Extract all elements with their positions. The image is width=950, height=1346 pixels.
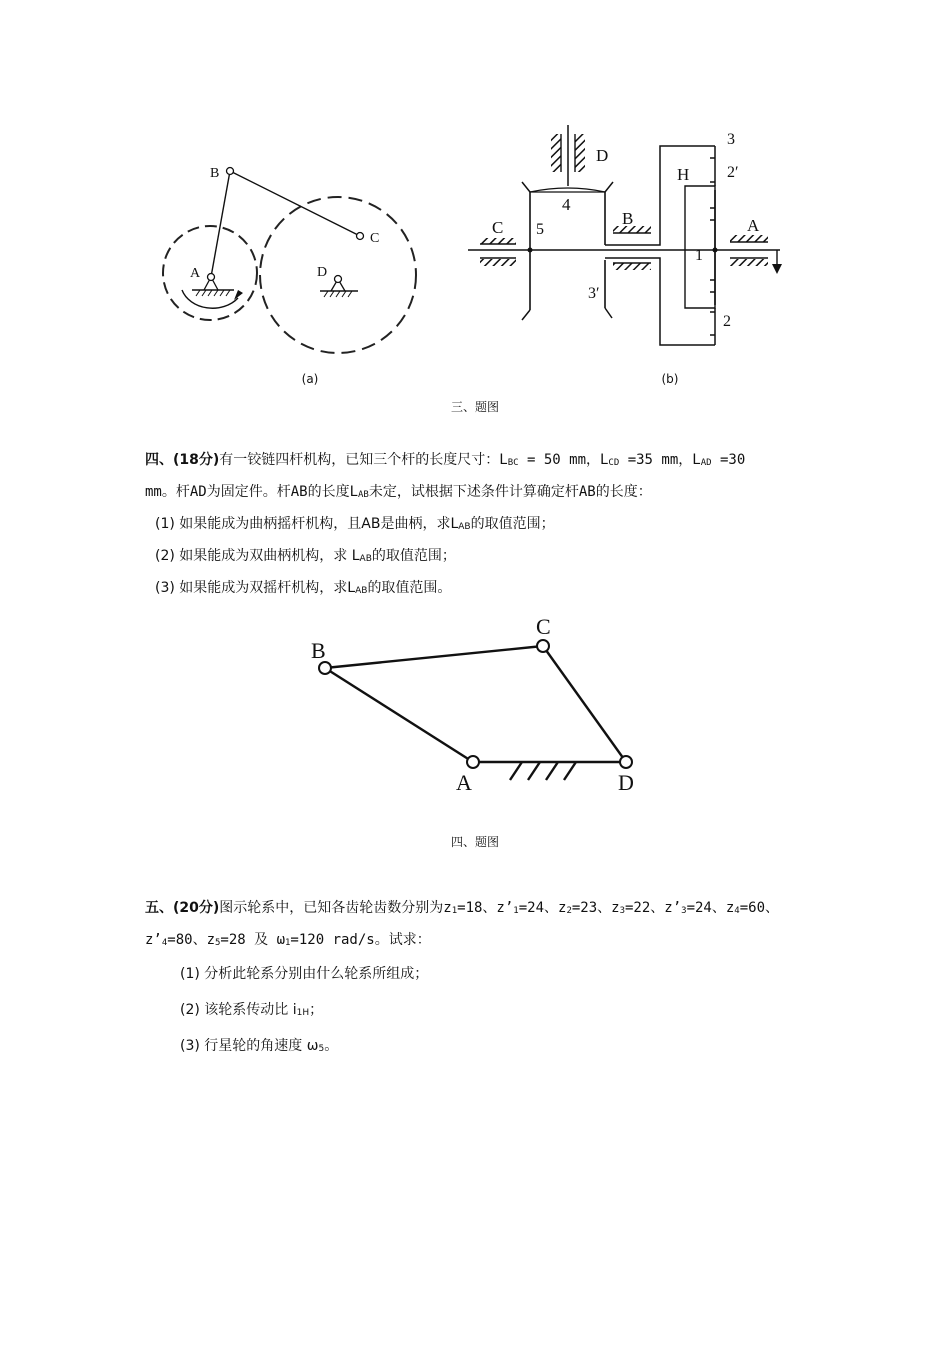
label-h: H (677, 165, 690, 184)
problem4-line2: mm。杆AD为固定件。杆AB的长度$L_{AB}$未定，试根据下述条件计算确定杆AB的长度： (145, 484, 652, 500)
joint-c (357, 233, 364, 240)
label-d: D (317, 265, 328, 280)
label-a: A (747, 216, 760, 235)
figure-4-caption: 四、题图 (450, 835, 499, 849)
label-gear3p: 3′ (588, 285, 600, 302)
label-c: C (370, 231, 380, 246)
problem5-line2: $z’_4=80$、$z_5=28$ 及 $\omega_1=120$ rad/s。试求： (145, 932, 431, 948)
problem4-q1: (1) 如果能成为曲柄摇杆机构，且AB是曲柄，求$L_{AB}$的取值范围； (155, 516, 555, 532)
figure-3b-label: (b) (661, 372, 679, 386)
label-b: B (622, 209, 634, 228)
label-a: A (456, 770, 472, 795)
problem5-q1: (1) 分析此轮系分别由什么轮系所组成； (180, 966, 429, 982)
label-gear2p: 2′ (727, 164, 739, 181)
label-c: C (536, 614, 551, 639)
figure-3b (460, 120, 790, 355)
label-c: C (492, 218, 504, 237)
label-a: A (190, 266, 201, 281)
label-gear4: 4 (562, 195, 571, 214)
problem4-line1: 四、(18分)有一铰链四杆机构，已知三个杆的长度尺寸：$L_{BC} = 50$ mm，$L_{CD} =35$ mm，$L_{AD} =30$ (145, 452, 746, 468)
joint-a (467, 756, 479, 768)
problem5-q2: (2) 该轮系传动比 $i_{1H}$； (180, 1002, 324, 1018)
label-b: B (311, 638, 326, 663)
problem4-heading: 四、(18分) (145, 452, 220, 468)
label-b: B (210, 166, 220, 181)
problem4-q2: (2) 如果能成为双曲柄机构，求 $L_{AB}$的取值范围； (155, 548, 456, 564)
joint-b (319, 662, 331, 674)
problem5-heading: 五、(20分) (145, 900, 220, 916)
link-cd (543, 646, 626, 762)
figure-3-caption: 三、题图 (450, 400, 499, 414)
label-gear5: 5 (536, 221, 544, 238)
link-ab (325, 668, 473, 762)
problem5-q3: (3) 行星轮的角速度 $\omega_5$。 (180, 1038, 339, 1054)
problem5-line1: 五、(20分)图示轮系中，已知各齿轮齿数分别为$z_1=18$、$z’_1=24$、$z_2=23$、$z_3=22$、$z’_3=24$、$z_4=60$、 (145, 900, 780, 916)
figure-4 (300, 610, 660, 810)
joint-c (537, 640, 549, 652)
label-gear3: 3 (727, 131, 735, 148)
problem4-q3: (3) 如果能成为双摇杆机构，求$L_{AB}$的取值范围。 (155, 580, 452, 596)
bearing-c (480, 238, 516, 266)
label-gear2: 2 (723, 313, 731, 330)
joint-b (227, 168, 234, 175)
link-bc (325, 646, 543, 668)
figure-3a-label: (a) (301, 372, 319, 386)
label-d: D (618, 770, 634, 795)
figure-3a (150, 150, 430, 360)
joint-d (620, 756, 632, 768)
label-gear1: 1 (695, 247, 703, 264)
label-d: D (596, 146, 609, 165)
